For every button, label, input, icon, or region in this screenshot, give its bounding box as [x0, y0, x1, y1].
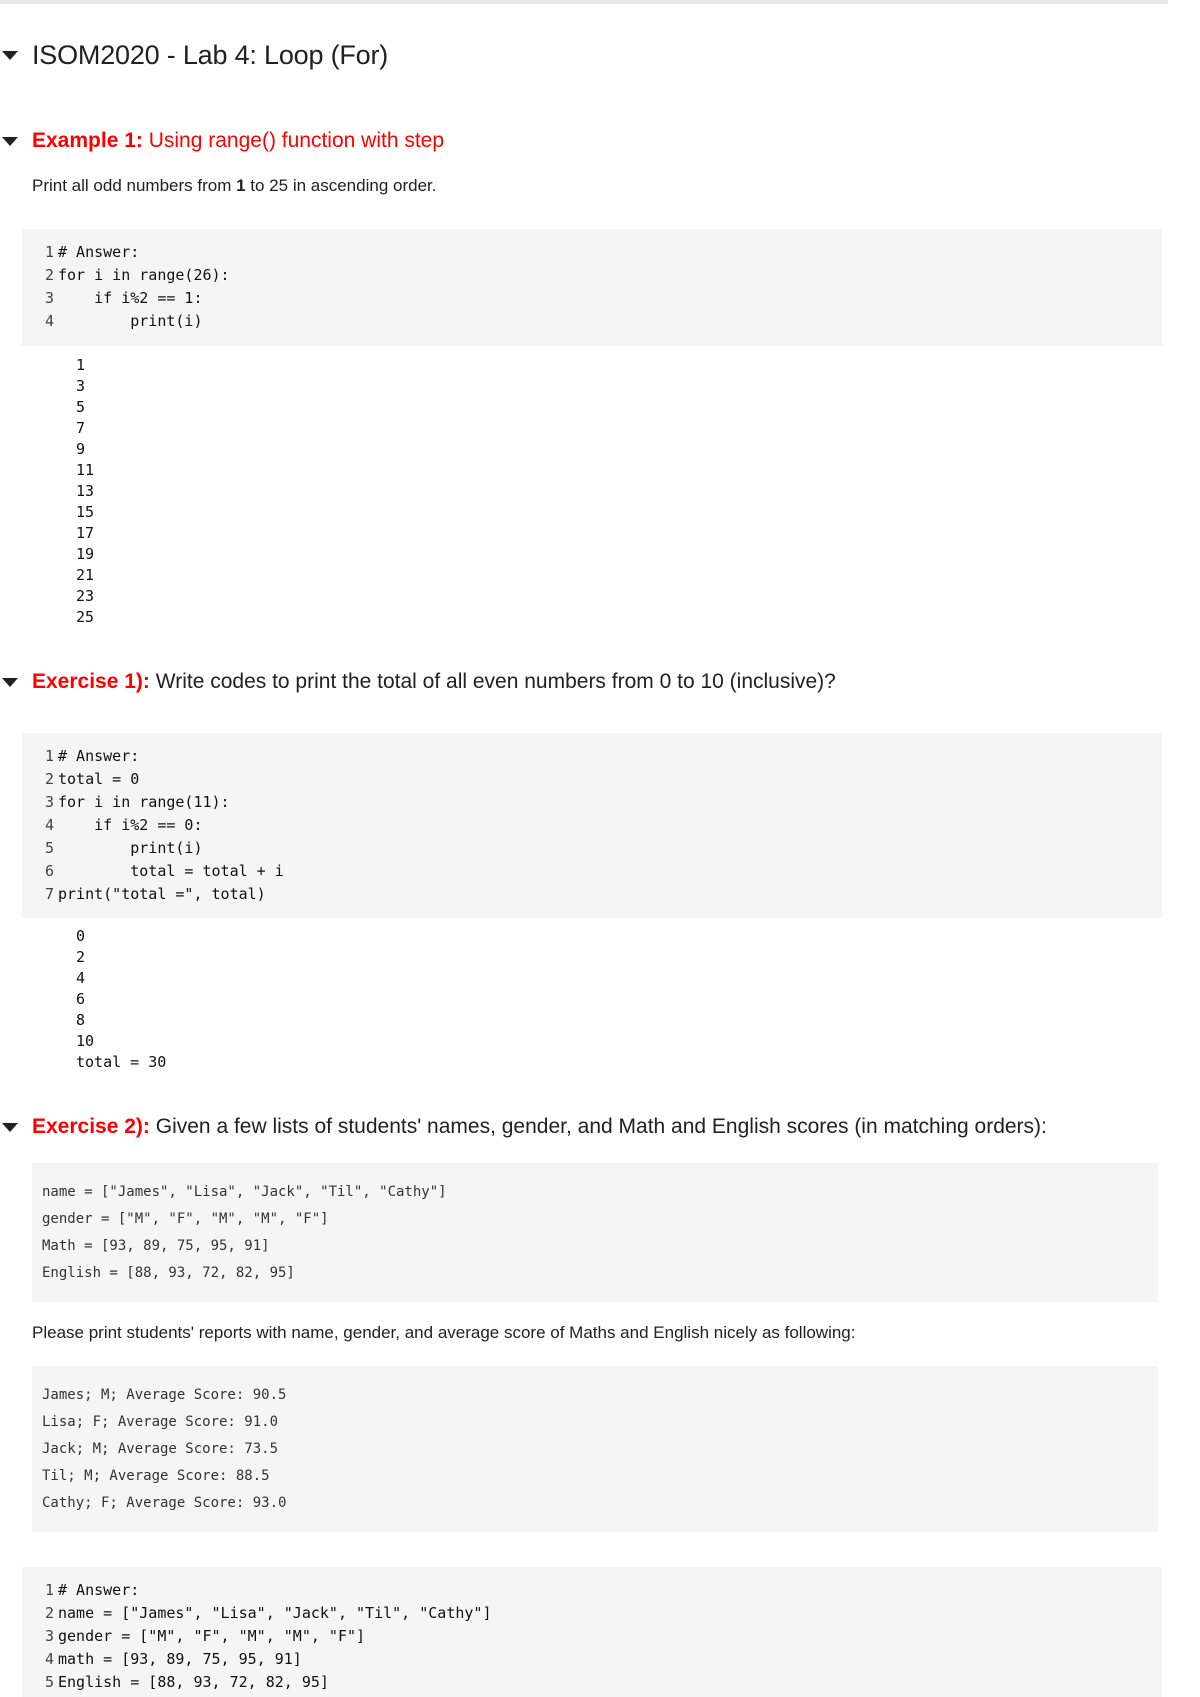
code-line: 5 English = [88, 93, 72, 82, 95] [44, 1673, 329, 1691]
code-line: 4 math = [93, 89, 75, 95, 91] [44, 1650, 302, 1668]
example1-code-cell[interactable] [22, 229, 1162, 346]
exercise2-expected-output: James; M; Average Score: 90.5 Lisa; F; Average Score: 91.0 Jack; M; Average Score: 73.5 Til; M; Average Score: 88.5 Cathy; F; Average Score: 93.0 [32, 1366, 1158, 1532]
collapse-caret-icon[interactable] [2, 678, 18, 687]
example1-heading [0, 129, 444, 153]
exercise1-output: 0 2 4 6 8 10 total = 30 [76, 927, 167, 1071]
code-line: 4 print(i) [44, 312, 203, 330]
code-line: 1 # Answer: [44, 243, 140, 261]
code-line: 5 print(i) [44, 839, 203, 857]
exercise2-code-cell[interactable] [22, 1567, 1162, 1697]
code-line: 2 name = ["James", "Lisa", "Jack", "Til", "Cathy"] [44, 1604, 492, 1622]
code-line: 1 # Answer: [44, 1581, 140, 1599]
collapse-caret-icon[interactable] [2, 51, 18, 60]
exercise2-data-block: name = ["James", "Lisa", "Jack", "Til", "Cathy"] gender = ["M", "F", "M", "M", "F"] Math = [93, 89, 75, 95, 91] English = [88, 93, 72, 82, 95] [32, 1163, 1158, 1302]
code-line: 6 total = total + i [44, 862, 284, 880]
exercise1-label: Exercise 1): [32, 670, 150, 693]
example1-heading-text: Using range() function with step [142, 129, 445, 152]
collapse-caret-icon[interactable] [2, 1123, 18, 1132]
code-line: 2 for i in range(26): [44, 266, 230, 284]
example1-label: Example 1: [32, 129, 143, 152]
code-line: 7 print("total =", total) [44, 885, 266, 903]
code-line: 3 for i in range(11): [44, 793, 230, 811]
top-divider [0, 0, 1168, 4]
code-line: 1 # Answer: [44, 747, 140, 765]
exercise1-heading [0, 670, 836, 694]
exercise2-instruction: Please print students' reports with name, gender, and average score of Maths and English nicely as following: [32, 1323, 856, 1342]
exercise2-label: Exercise 2): [32, 1115, 150, 1138]
notebook-title-section [0, 40, 388, 71]
code-line: 3 if i%2 == 1: [44, 289, 203, 307]
example1-description: Print all odd numbers from 1 to 25 in ascending order. [32, 176, 437, 195]
code-line: 3 gender = ["M", "F", "M", "M", "F"] [44, 1627, 366, 1645]
exercise2-heading [0, 1115, 1047, 1139]
exercise2-heading-text: Given a few lists of students' names, gender, and Math and English scores (in matching orders): [149, 1115, 1047, 1138]
exercise1-code-cell[interactable] [22, 733, 1162, 918]
code-line: 2 total = 0 [44, 770, 140, 788]
collapse-caret-icon[interactable] [2, 137, 18, 146]
example1-output: 1 3 5 7 9 11 13 15 17 19 21 23 25 [76, 356, 95, 626]
exercise1-heading-text: Write codes to print the total of all even numbers from 0 to 10 (inclusive)? [149, 670, 836, 693]
code-line: 4 if i%2 == 0: [44, 816, 203, 834]
page-title: ISOM2020 - Lab 4: Loop (For) [32, 40, 389, 70]
